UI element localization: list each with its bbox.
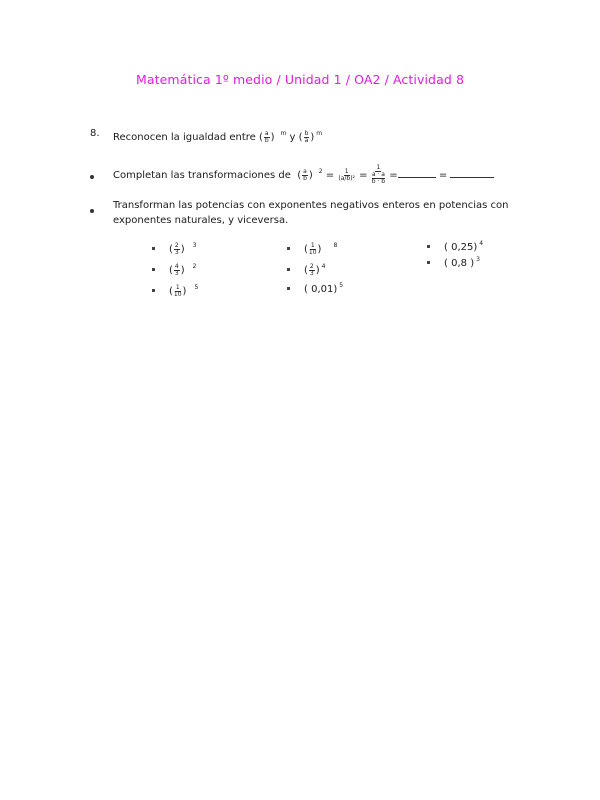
item-number: 8.	[90, 128, 100, 139]
square-bullet-icon	[287, 287, 290, 290]
answer-blank-2[interactable]	[450, 169, 494, 178]
fraction-step1: $\frac{1}{\text{(a/b)²}}$	[338, 167, 355, 182]
fraction-step2: 1 a · a b · b	[371, 164, 386, 185]
square-bullet-icon	[152, 268, 155, 271]
answer-blank-1[interactable]	[398, 169, 436, 178]
bullet-icon	[90, 175, 94, 179]
transform-powers-line1: Transforman las potencias con exponentes negativos enteros en potencias con	[113, 200, 509, 211]
square-bullet-icon	[427, 245, 430, 248]
transformations-text: Completan las transformaciones de ( $\frac{a}{b}$ ) $^2$ = $\frac{1}{\text{(a/b)²}}$ = 1 a · a b · b = =	[113, 165, 494, 185]
fraction-b-over-a: $\frac{b}{a}$	[304, 129, 309, 144]
square-bullet-icon	[152, 247, 155, 250]
transformations-label: Completan las transformaciones de	[113, 170, 291, 181]
item-8-text: Reconocen la igualdad entre ( $\frac{a}{b}$ ) $^m$ y ( $\frac{b}{a}$ ) $^m$	[113, 129, 323, 144]
square-bullet-icon	[152, 289, 155, 292]
connector-text: y	[289, 132, 296, 143]
bullet-icon	[90, 209, 94, 213]
fraction-a-over-b: $\frac{a}{b}$	[264, 129, 269, 144]
page-title: Matemática 1º medio / Unidad 1 / OA2 / Actividad 8	[136, 72, 464, 87]
square-bullet-icon	[287, 247, 290, 250]
transform-powers-line2: exponentes naturales, y viceversa.	[113, 215, 289, 226]
fraction-base: $\frac{a}{b}$	[303, 167, 307, 182]
square-bullet-icon	[427, 261, 430, 264]
square-bullet-icon	[287, 268, 290, 271]
item-8-label: Reconocen la igualdad entre	[113, 132, 256, 143]
